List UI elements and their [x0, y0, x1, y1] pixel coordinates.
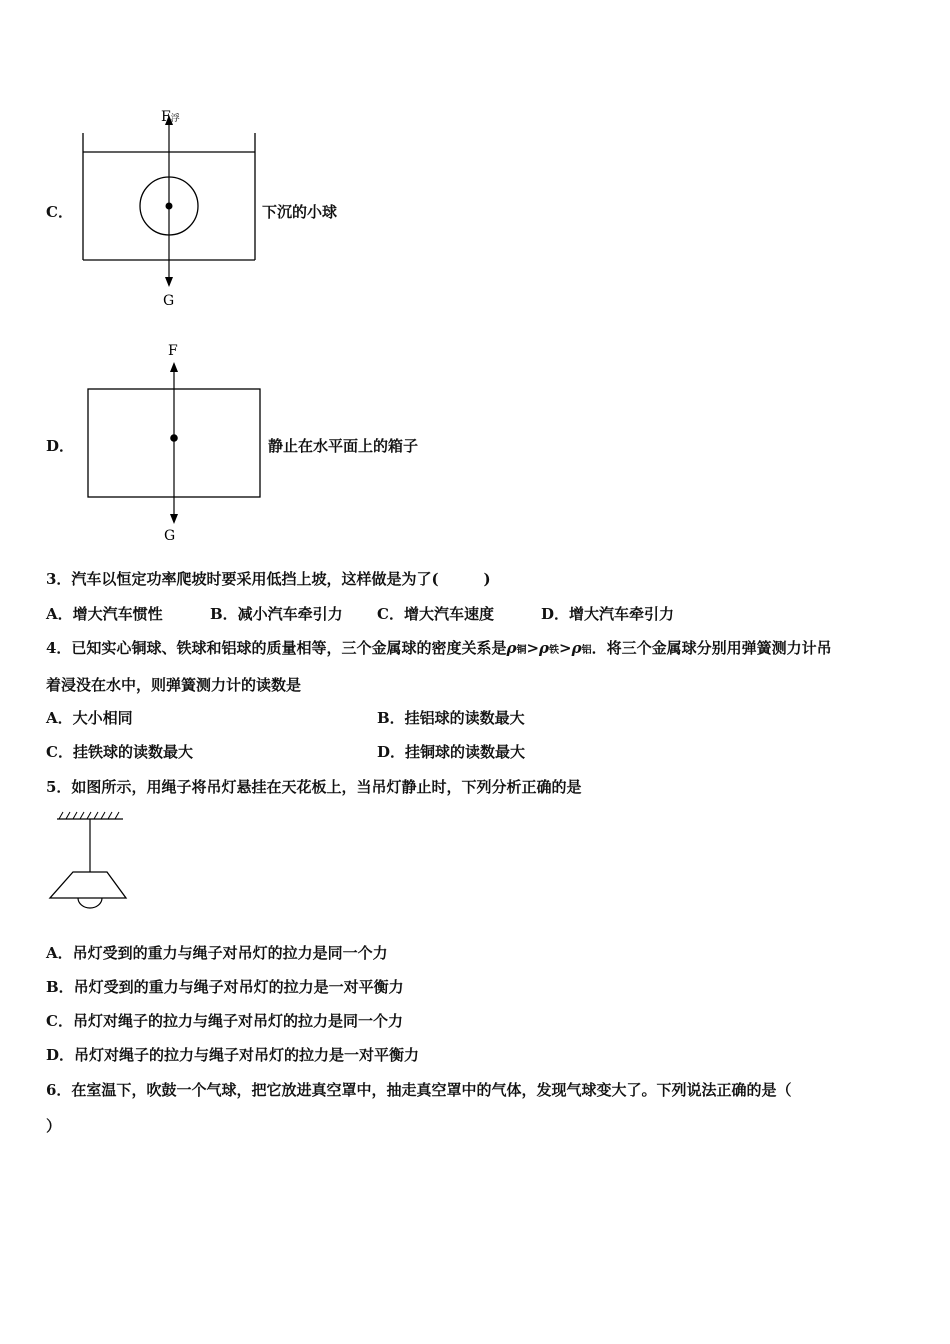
q3-stem: 3．汽车以恒定功率爬坡时要采用低挡上坡，这样做是为了( )	[46, 570, 491, 588]
q5-option-d: D．吊灯对绳子的拉力与绳子对吊灯的拉力是一对平衡力	[46, 1046, 420, 1064]
q5-option-b: B．吊灯受到的重力与绳子对吊灯的拉力是一对平衡力	[46, 978, 404, 996]
q6-stem-line2: ）	[46, 1117, 62, 1135]
q3-option-b: B．减小汽车牵引力	[210, 605, 343, 623]
option-d-caption: 静止在水平面上的箱子	[268, 437, 419, 455]
q3-option-a: A．增大汽车惯性	[46, 605, 163, 623]
q4-stem-line2: 着浸没在水中，则弹簧测力计的读数是	[46, 676, 302, 694]
q3-option-c: C．增大汽车速度	[377, 605, 494, 623]
hanging-lamp-diagram	[45, 808, 135, 913]
gravity-label-d: G	[164, 528, 176, 544]
q6-stem-line1: 6．在室温下，吹鼓一个气球，把它放进真空罩中，抽走真空罩中的气体，发现气球变大了。下列说法正确的是（	[46, 1081, 792, 1099]
q4-option-d: D．挂铜球的读数最大	[377, 743, 526, 761]
q4-option-a: A．大小相同	[46, 709, 133, 727]
option-d-label: D．	[46, 437, 75, 455]
q5-option-c: C．吊灯对绳子的拉力与绳子对吊灯的拉力是同一个力	[46, 1012, 403, 1030]
q4-option-b: B．挂铝球的读数最大	[377, 709, 525, 727]
buoyant-force-label: F浮	[161, 109, 180, 125]
q4-option-c: C．挂铁球的读数最大	[46, 743, 193, 761]
q4-stem-line1: 4．已知实心铜球、铁球和铝球的质量相等，三个金属球的密度关系是ρ铜>ρ铁>ρ铝．将三个金属球分别用弹簧测力计吊	[46, 639, 832, 657]
option-c-label: C．	[46, 203, 73, 221]
q5-stem: 5．如图所示，用绳子将吊灯悬挂在天花板上，当吊灯静止时，下列分析正确的是	[46, 778, 582, 796]
box-on-surface-diagram	[80, 338, 270, 548]
q3-option-d: D．增大汽车牵引力	[541, 605, 675, 623]
option-c-caption: 下沉的小球	[262, 203, 338, 221]
gravity-label: G	[163, 293, 175, 309]
support-force-label: F	[168, 343, 178, 359]
q5-option-a: A．吊灯受到的重力与绳子对吊灯的拉力是同一个力	[46, 944, 388, 962]
sinking-ball-diagram	[75, 105, 275, 310]
